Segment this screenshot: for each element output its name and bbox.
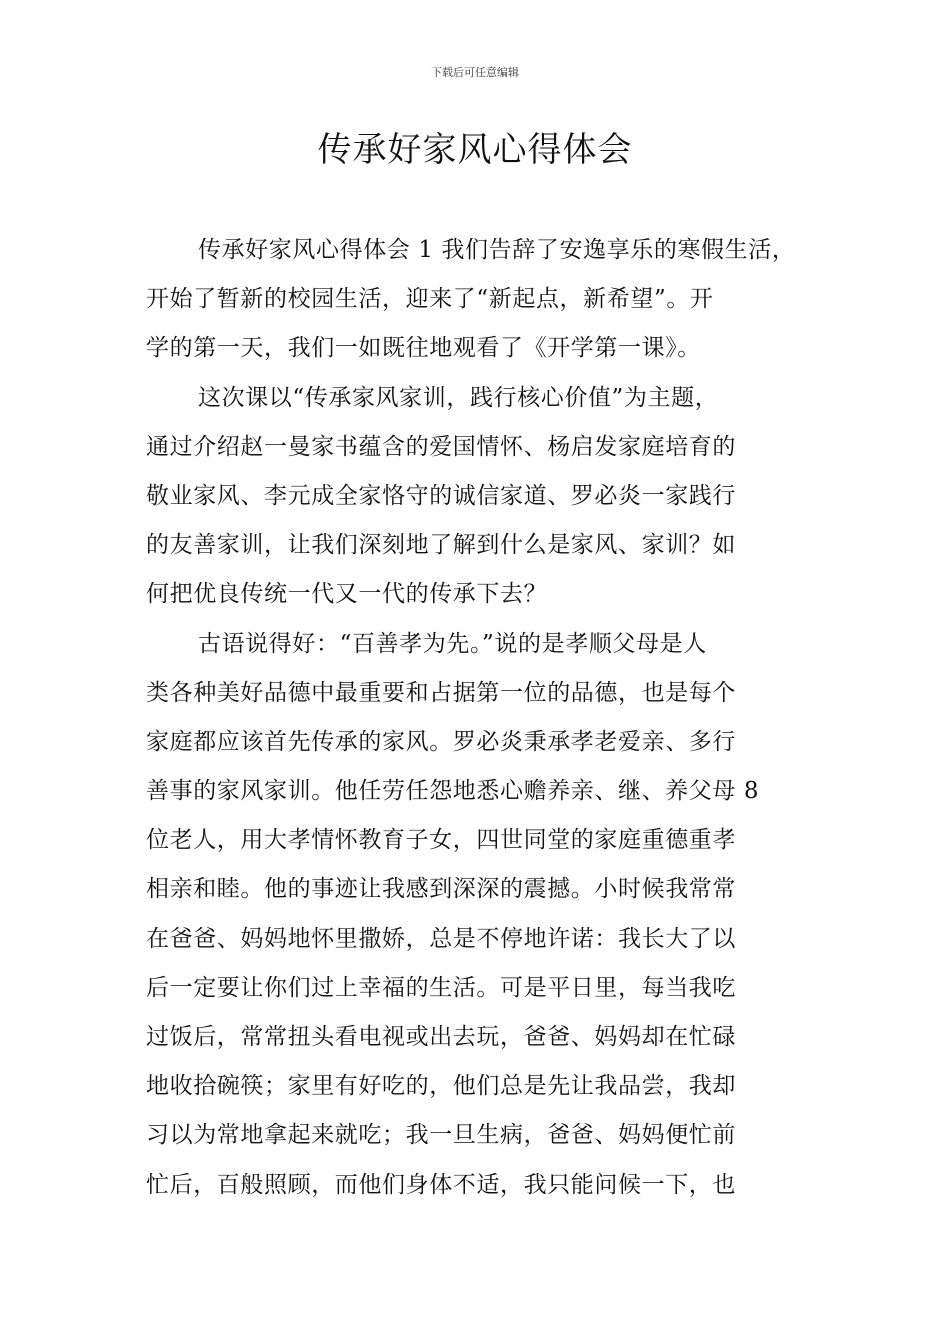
paragraph-1-line-2: 开始了暂新的校园生活，迎来了“新起点，新希望”。开 xyxy=(146,286,714,313)
paragraph-2-line-1: 这次课以“传承家风家训，践行核心价值”为主题， xyxy=(198,384,719,411)
paragraph-2-line-3: 敬业家风、李元成全家恪守的诚信家道、罗必炎一家践行 xyxy=(146,482,736,509)
page-header-note: 下载后可任意编辑 xyxy=(431,66,519,79)
paragraph-3-line-3: 家庭都应该首先传承的家风。罗必炎秉承孝老爱亲、多行 xyxy=(146,728,736,755)
paragraph-3-line-8: 后一定要让你们过上幸福的生活。可是平日里，每当我吃 xyxy=(146,974,736,1001)
paragraph-2-line-4: 的友善家训，让我们深刻地了解到什么是家风、家训？如 xyxy=(146,532,736,559)
paragraph-3-line-1: 古语说得好：“百善孝为先。”说的是孝顺父母是人 xyxy=(198,630,707,657)
paragraph-3-line-6: 相亲和睦。他的事迹让我感到深深的震撼。小时候我常常 xyxy=(146,876,736,903)
paragraph-3-line-10: 地收拾碗筷；家里有好吃的，他们总是先让我品尝，我却 xyxy=(146,1073,736,1100)
paragraph-2-line-2: 通过介绍赵一曼家书蕴含的爱国情怀、杨启发家庭培育的 xyxy=(146,433,736,460)
paragraph-3-line-2: 类各种美好品德中最重要和占据第一位的品德，也是每个 xyxy=(146,679,736,706)
paragraph-1-line-1: 传承好家风心得体会 1 我们告辞了安逸享乐的寒假生活， xyxy=(198,237,796,263)
paragraph-1-line-3: 学的第一天，我们一如既往地观看了《开学第一课》。 xyxy=(146,335,701,362)
paragraph-3-line-7: 在爸爸、妈妈地怀里撒娇，总是不停地许诺：我长大了以 xyxy=(146,925,736,952)
paragraph-3-line-9: 过饭后，常常扭头看电视或出去玩，爸爸、妈妈却在忙碌 xyxy=(146,1024,736,1050)
paragraph-3-line-4: 善事的家风家训。他任劳任怨地悉心赡养亲、继、养父母 8 xyxy=(146,778,760,805)
paragraph-3-line-11: 习以为常地拿起来就吃；我一旦生病，爸爸、妈妈便忙前 xyxy=(146,1122,736,1149)
document-title: 传承好家风心得体会 xyxy=(317,130,633,170)
paragraph-3-line-5: 位老人，用大孝情怀教育子女，四世同堂的家庭重德重孝 xyxy=(146,827,736,854)
paragraph-3-line-12: 忙后，百般照顾，而他们身体不适，我只能问候一下，也 xyxy=(146,1171,736,1198)
document-body xyxy=(146,226,826,1210)
paragraph-2-line-5: 何把优良传统一代又一代的传承下去？ xyxy=(146,581,548,608)
